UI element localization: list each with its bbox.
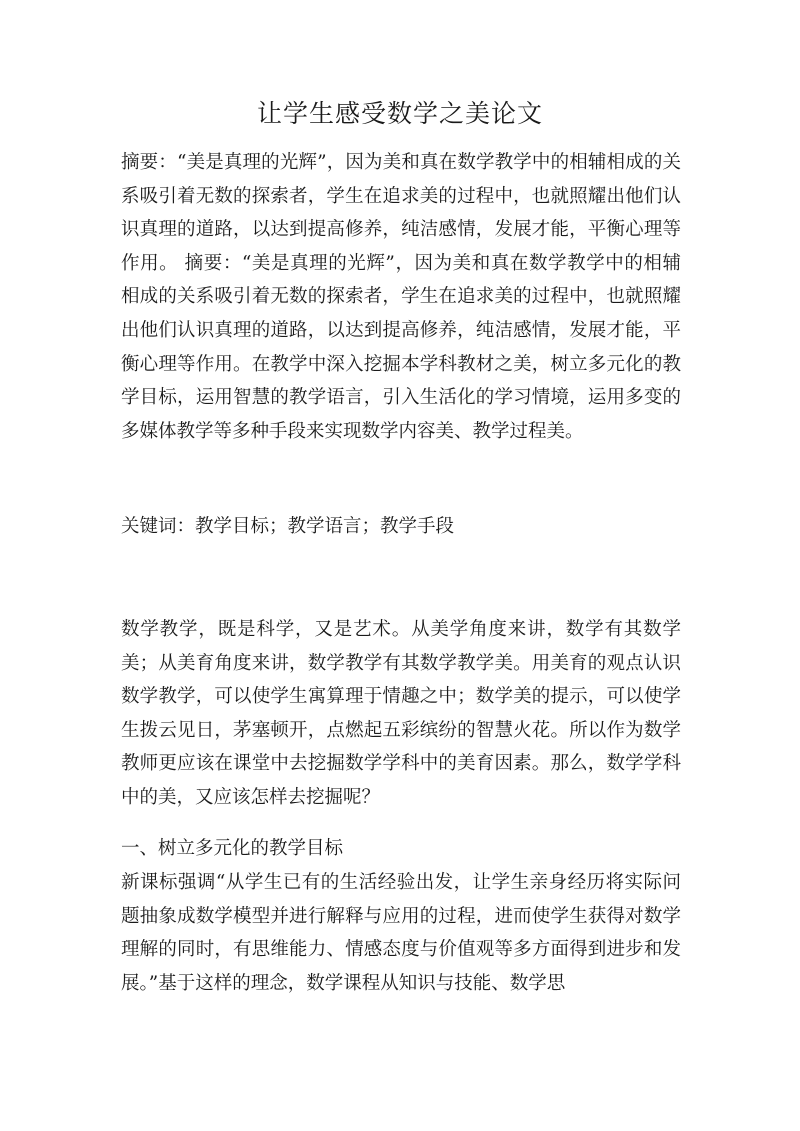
section-heading: 一、树立多元化的教学目标 (121, 838, 344, 859)
intro-paragraph: 数学教学，既是科学，又是艺术。从美学角度来讲，数学有其数学美；从美育角度来讲，数学教学有其数学教学美。用美育的观点认识数学教学，可以使学生寓算理于情趣之中；数学美的提示，可以使学生拨云见日，茅塞顿开，点燃起五彩缤纷的智慧火花。所以作为数学教师更应该在课堂中去挖掘数学学科中的美育因素。那么，数学学科中的美，又应该怎样去挖掘呢？ (121, 619, 681, 808)
keywords-line: 关键词：教学目标；教学语言；教学手段 (121, 516, 455, 537)
abstract-paragraph: 摘要：“美是真理的光辉”，因为美和真在数学教学中的相辅相成的关系吸引着无数的探索者，学生在追求美的过程中，也就照耀出他们认识真理的道路，以达到提高修养，纯洁感情，发展才能，平衡心理等作用。 摘要：“美是真理的光辉”，因为美和真在数学教学中的相辅相成的关系吸引着无数的探索者，学生在追求美的过程中，也就照耀出他们认识真理的道路，以达到提高修养，纯洁感情，发展才能，平衡心理等作用。在教学中深入挖掘本学科教材之美，树立多元化的教学目标，运用智慧的教学语言，引入生活化的学习情境，运用多变的多媒体教学等多种手段来实现数学内容美、教学过程美。 (121, 152, 681, 442)
document-title: 让学生感受数学之美论文 (256, 99, 543, 128)
section-paragraph: 新课标强调“从学生已有的生活经验出发，让学生亲身经历将实际问题抽象成数学模型并进行解释与应用的过程，进而使学生获得对数学理解的同时，有思维能力、情感态度与价值观等多方面得到进步和发展。”基于这样的理念，数学课程从知识与技能、数学思 (121, 872, 681, 994)
